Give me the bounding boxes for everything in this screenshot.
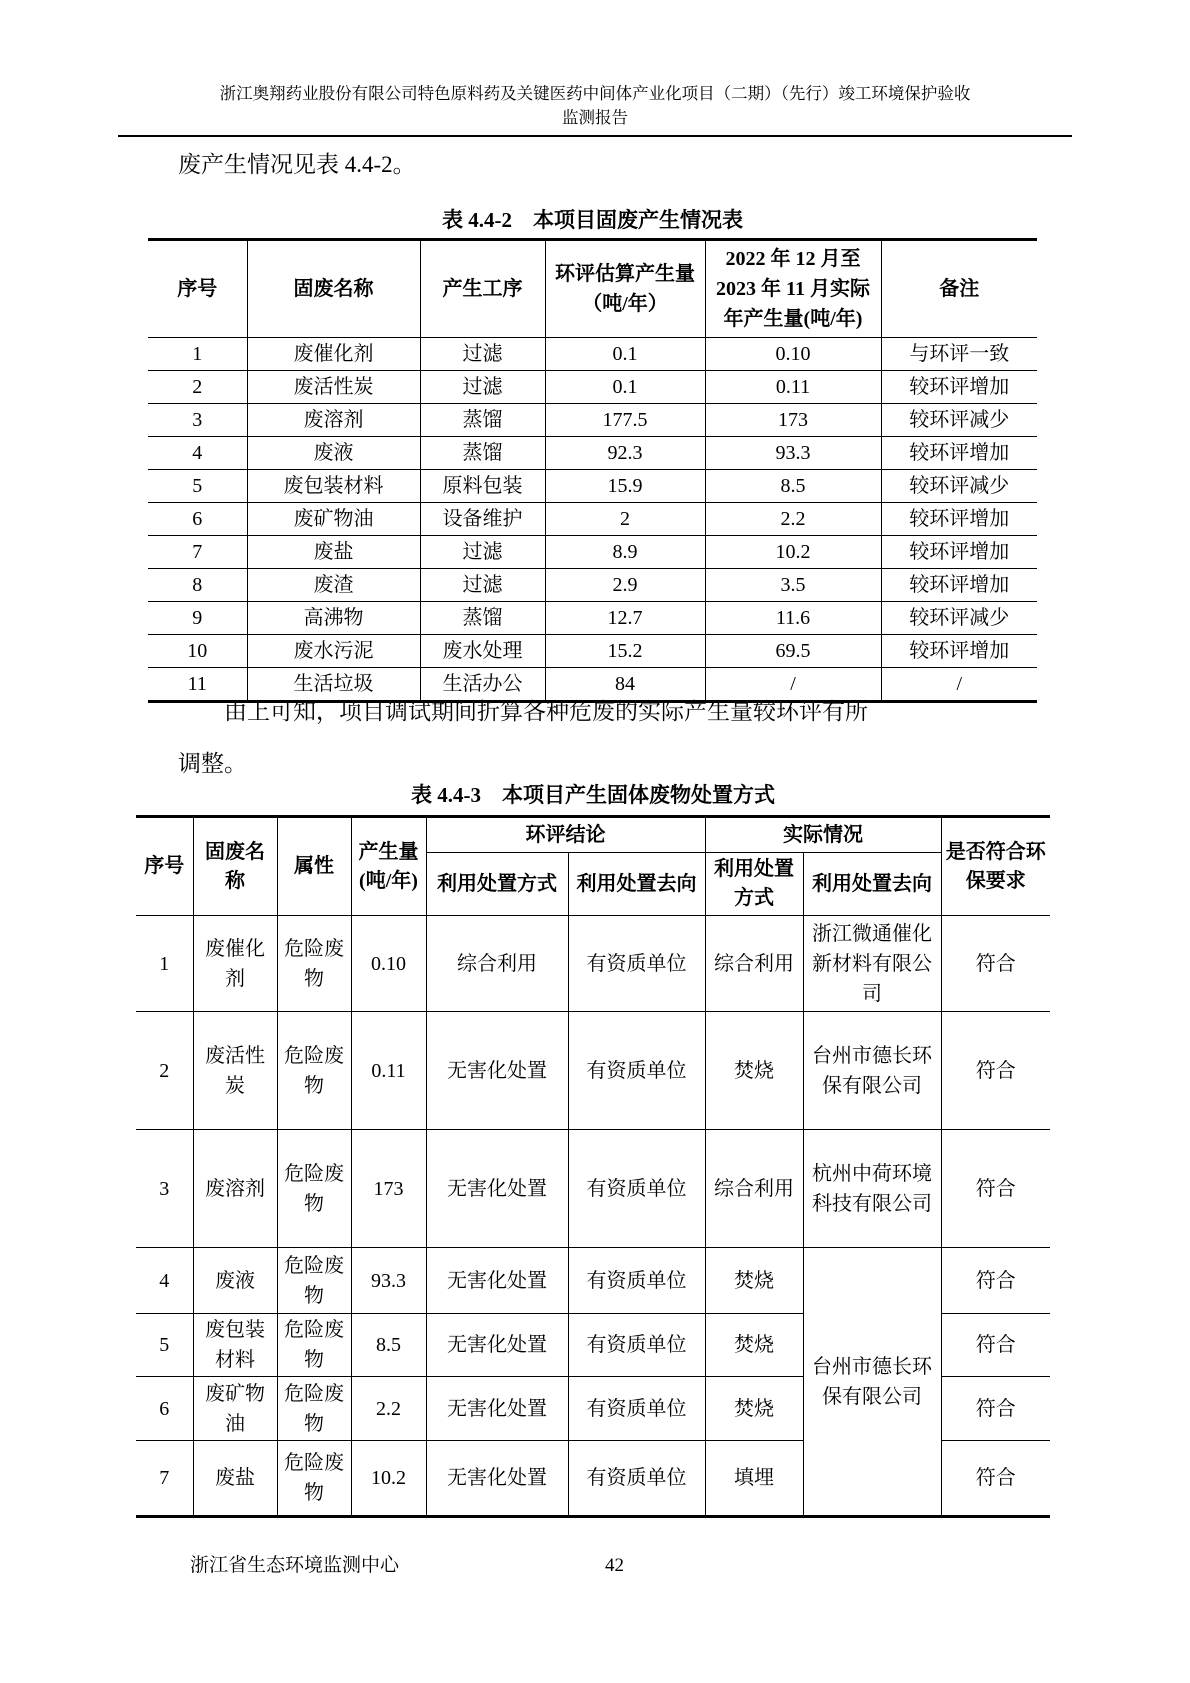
footer-page-number: 42: [605, 1555, 624, 1576]
table-row: [148, 635, 1037, 668]
table2-header-attribute: 属性: [277, 817, 351, 916]
cell-eia-amount: 12.7: [545, 602, 705, 635]
table1-header-remark: 备注: [881, 240, 1037, 338]
cell-eia-method: 无害化处置: [426, 1130, 568, 1248]
cell-waste-name: 废矿物油: [193, 1377, 277, 1441]
table2-title: 表 4.4-3 本项目产生固体废物处置方式: [411, 783, 775, 807]
cell-remark: 较环评减少: [881, 470, 1037, 503]
cell-seq: 11: [148, 668, 247, 702]
cell-actual-method: 填埋: [705, 1441, 803, 1517]
table-row: [136, 1012, 1050, 1130]
cell-actual-method: 综合利用: [705, 1130, 803, 1248]
cell-seq: 5: [148, 470, 247, 503]
cell-amount: 173: [351, 1130, 426, 1248]
table-row: [148, 404, 1037, 437]
cell-actual-amount: 173: [705, 404, 881, 437]
table-row: [136, 1248, 1050, 1314]
cell-waste-name: 废渣: [247, 569, 420, 602]
cell-eia-method: 无害化处置: [426, 1314, 568, 1377]
cell-actual-amount: 8.5: [705, 470, 881, 503]
table2-header-actual-destination: 利用处置去向: [803, 853, 941, 916]
cell-waste-name: 生活垃圾: [247, 668, 420, 702]
cell-waste-name: 废催化剂: [193, 916, 277, 1012]
cell-eia-destination: 有资质单位: [568, 1248, 705, 1314]
cell-eia-method: 无害化处置: [426, 1441, 568, 1517]
cell-eia-amount: 15.2: [545, 635, 705, 668]
table2-header-waste-name: 固废名称: [193, 817, 277, 916]
cell-process: 过滤: [420, 371, 545, 404]
cell-waste-name: 废溶剂: [247, 404, 420, 437]
footer-organization: 浙江省生态环境监测中心: [190, 1555, 400, 1576]
cell-process: 过滤: [420, 569, 545, 602]
cell-attribute: 危险废物: [277, 1441, 351, 1517]
cell-waste-name: 废活性炭: [247, 371, 420, 404]
cell-waste-name: 废液: [193, 1248, 277, 1314]
page-header: [118, 82, 1072, 137]
cell-waste-name: 废包装材料: [193, 1314, 277, 1377]
cell-remark: 较环评增加: [881, 437, 1037, 470]
cell-attribute: 危险废物: [277, 1012, 351, 1130]
table-row: [148, 338, 1037, 371]
cell-actual-destination-merged: 台州市德长环保有限公司: [803, 1248, 941, 1517]
cell-actual-amount: 11.6: [705, 602, 881, 635]
cell-remark: 较环评减少: [881, 404, 1037, 437]
table1-header-seq: 序号: [148, 240, 247, 338]
cell-seq: 3: [136, 1130, 193, 1248]
cell-compliance: 符合: [941, 1248, 1050, 1314]
cell-waste-name: 废活性炭: [193, 1012, 277, 1130]
cell-amount: 0.11: [351, 1012, 426, 1130]
cell-eia-destination: 有资质单位: [568, 1441, 705, 1517]
table2-header-group-actual: 实际情况: [705, 817, 941, 853]
table1-header-process: 产生工序: [420, 240, 545, 338]
cell-eia-destination: 有资质单位: [568, 1377, 705, 1441]
cell-remark: 较环评增加: [881, 569, 1037, 602]
table2-header-eia-destination: 利用处置去向: [568, 853, 705, 916]
cell-process: 原料包装: [420, 470, 545, 503]
cell-amount: 10.2: [351, 1441, 426, 1517]
cell-seq: 6: [148, 503, 247, 536]
cell-attribute: 危险废物: [277, 1377, 351, 1441]
cell-eia-destination: 有资质单位: [568, 1314, 705, 1377]
cell-eia-method: 无害化处置: [426, 1377, 568, 1441]
cell-waste-name: 废包装材料: [247, 470, 420, 503]
cell-actual-method: 焚烧: [705, 1377, 803, 1441]
table2-header-group-eia: 环评结论: [426, 817, 705, 853]
cell-process: 蒸馏: [420, 437, 545, 470]
cell-eia-method: 综合利用: [426, 916, 568, 1012]
table-row: [136, 1130, 1050, 1248]
cell-compliance: 符合: [941, 1012, 1050, 1130]
cell-process: 废水处理: [420, 635, 545, 668]
cell-attribute: 危险废物: [277, 916, 351, 1012]
cell-remark: 较环评增加: [881, 536, 1037, 569]
table-row: [148, 602, 1037, 635]
cell-eia-method: 无害化处置: [426, 1248, 568, 1314]
cell-seq: 9: [148, 602, 247, 635]
cell-compliance: 符合: [941, 916, 1050, 1012]
cell-attribute: 危险废物: [277, 1248, 351, 1314]
cell-remark: 较环评减少: [881, 602, 1037, 635]
table-row: [148, 437, 1037, 470]
cell-actual-amount: 0.10: [705, 338, 881, 371]
cell-compliance: 符合: [941, 1130, 1050, 1248]
table1-header-waste-name: 固废名称: [247, 240, 420, 338]
cell-seq: 1: [148, 338, 247, 371]
cell-eia-amount: 8.9: [545, 536, 705, 569]
table2-header-eia-method: 利用处置方式: [426, 853, 568, 916]
cell-seq: 10: [148, 635, 247, 668]
cell-waste-name: 废溶剂: [193, 1130, 277, 1248]
cell-process: 设备维护: [420, 503, 545, 536]
body-paragraph: 由上可知，项目调试期间折算各种危废的实际产生量较环评有所调整。: [178, 699, 868, 776]
cell-eia-amount: 0.1: [545, 338, 705, 371]
cell-seq: 4: [136, 1248, 193, 1314]
intro-paragraph: 废产生情况见表 4.4-2。: [178, 152, 416, 177]
header-title-line1: 浙江奥翔药业股份有限公司特色原料药及关键医药中间体产业化项目（二期）（先行）竣工环境保护验收: [219, 84, 971, 103]
cell-waste-name: 废水污泥: [247, 635, 420, 668]
cell-actual-amount: 69.5: [705, 635, 881, 668]
cell-eia-amount: 84: [545, 668, 705, 702]
cell-seq: 2: [148, 371, 247, 404]
cell-actual-method: 综合利用: [705, 916, 803, 1012]
cell-remark: 与环评一致: [881, 338, 1037, 371]
table1-header-row: [148, 240, 1037, 338]
cell-actual-method: 焚烧: [705, 1012, 803, 1130]
cell-waste-name: 废液: [247, 437, 420, 470]
cell-seq: 7: [148, 536, 247, 569]
table2-header-seq: 序号: [136, 817, 193, 916]
cell-compliance: 符合: [941, 1441, 1050, 1517]
cell-seq: 8: [148, 569, 247, 602]
cell-actual-amount: 93.3: [705, 437, 881, 470]
cell-process: 蒸馏: [420, 602, 545, 635]
cell-amount: 93.3: [351, 1248, 426, 1314]
cell-waste-name: 废盐: [193, 1441, 277, 1517]
cell-actual-amount: 10.2: [705, 536, 881, 569]
cell-waste-name: 废矿物油: [247, 503, 420, 536]
cell-actual-amount: 3.5: [705, 569, 881, 602]
table-row: [148, 371, 1037, 404]
cell-actual-amount: /: [705, 668, 881, 702]
cell-actual-method: 焚烧: [705, 1314, 803, 1377]
cell-process: 生活办公: [420, 668, 545, 702]
cell-amount: 2.2: [351, 1377, 426, 1441]
cell-seq: 3: [148, 404, 247, 437]
waste-disposal-method-table: [136, 815, 1050, 1518]
table-row: [148, 569, 1037, 602]
table1-header-actual-amount: 2022 年 12 月至 2023 年 11 月实际年产生量(吨/年): [705, 240, 881, 338]
cell-actual-destination: 杭州中荷环境科技有限公司: [803, 1130, 941, 1248]
cell-remark: 较环评增加: [881, 503, 1037, 536]
cell-amount: 8.5: [351, 1314, 426, 1377]
table2-header-amount: 产生量(吨/年): [351, 817, 426, 916]
solid-waste-generation-table: [148, 238, 1037, 703]
cell-process: 过滤: [420, 338, 545, 371]
cell-eia-amount: 177.5: [545, 404, 705, 437]
cell-seq: 5: [136, 1314, 193, 1377]
cell-eia-destination: 有资质单位: [568, 916, 705, 1012]
cell-actual-destination: 浙江微通催化新材料有限公司: [803, 916, 941, 1012]
cell-seq: 4: [148, 437, 247, 470]
cell-waste-name: 高沸物: [247, 602, 420, 635]
cell-seq: 1: [136, 916, 193, 1012]
cell-actual-amount: 2.2: [705, 503, 881, 536]
cell-process: 过滤: [420, 536, 545, 569]
cell-attribute: 危险废物: [277, 1314, 351, 1377]
cell-eia-amount: 15.9: [545, 470, 705, 503]
cell-waste-name: 废催化剂: [247, 338, 420, 371]
cell-process: 蒸馏: [420, 404, 545, 437]
cell-compliance: 符合: [941, 1377, 1050, 1441]
page-footer: [118, 1554, 1072, 1578]
cell-seq: 6: [136, 1377, 193, 1441]
cell-eia-amount: 2.9: [545, 569, 705, 602]
table2-header-actual-method: 利用处置方式: [705, 853, 803, 916]
table2-header-compliance: 是否符合环保要求: [941, 817, 1050, 916]
cell-remark: 较环评增加: [881, 635, 1037, 668]
cell-remark: 较环评增加: [881, 371, 1037, 404]
table1-header-eia-amount: 环评估算产生量（吨/年）: [545, 240, 705, 338]
table-row: [136, 916, 1050, 1012]
cell-waste-name: 废盐: [247, 536, 420, 569]
cell-attribute: 危险废物: [277, 1130, 351, 1248]
header-title-line2: 监测报告: [562, 108, 628, 127]
cell-seq: 2: [136, 1012, 193, 1130]
cell-compliance: 符合: [941, 1314, 1050, 1377]
cell-eia-destination: 有资质单位: [568, 1012, 705, 1130]
table-row: [148, 536, 1037, 569]
cell-actual-method: 焚烧: [705, 1248, 803, 1314]
table-row: [148, 503, 1037, 536]
cell-eia-amount: 0.1: [545, 371, 705, 404]
table1-title: 表 4.4-2 本项目固废产生情况表: [442, 208, 743, 232]
cell-eia-amount: 2: [545, 503, 705, 536]
cell-eia-method: 无害化处置: [426, 1012, 568, 1130]
cell-eia-amount: 92.3: [545, 437, 705, 470]
cell-seq: 7: [136, 1441, 193, 1517]
cell-amount: 0.10: [351, 916, 426, 1012]
cell-eia-destination: 有资质单位: [568, 1130, 705, 1248]
table-row: [148, 470, 1037, 503]
table2-header-row-groups: [136, 817, 1050, 853]
cell-actual-amount: 0.11: [705, 371, 881, 404]
cell-actual-destination: 台州市德长环保有限公司: [803, 1012, 941, 1130]
cell-remark: /: [881, 668, 1037, 702]
